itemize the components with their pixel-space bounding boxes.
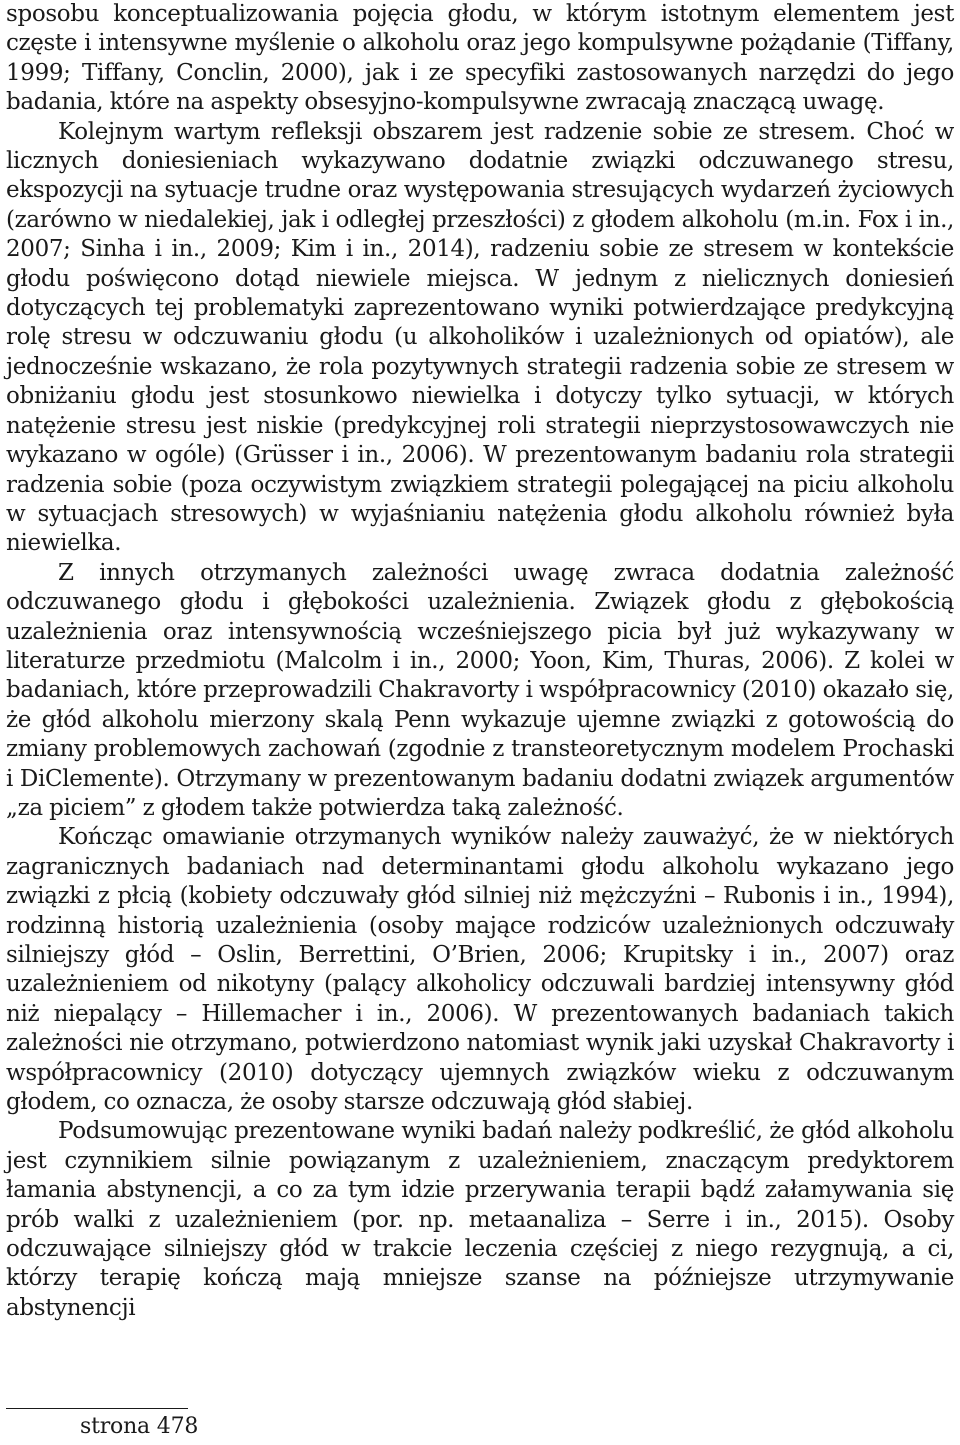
paragraph-stress-coping: Kolejnym wartym refleksji obszarem jest radzenie sobie ze stresem. Choć w licznych doniesieniach wykazywano dodatnie związki odczuwanego stresu, ekspozycji na sytuacje trudne oraz występowania stresujących wydarzeń życiowych (zarówno w niedalekiej, jak i odległej przeszłości) z głodem alkoholu (m.in. Fox i in., 2007; Sinha i in., 2009; Kim i in., 2014), radzeniu sobie ze stresem w kontekście głodu poświęcono dotąd niewiele miejsca. W jednym z nielicznych doniesień dotyczących tej problematyki zaprezentowano wyniki potwierdzające predykcyjną rolę stresu w odczuwaniu głodu (u alkoholików i uzależnionych od opiatów), ale jednocześnie wskazano, że rola pozytywnych strategii radzenia sobie ze stresem w obniżaniu głodu jest stosunkowo niewielka i dotyczy tylko sytuacji, w których natężenie stresu jest niskie (predykcyjnej roli strategii nieprzystosowawczych nie wykazano w ogóle) (Grüsser i in., 2006). W prezentowanym badaniu rola strategii radzenia sobie (poza oczywistym związkiem strategii polegającej na piciu alkoholu w sytuacjach stresowych) w wyjaśnianiu natężenia głodu alkoholu również była niewielka.	[6, 118, 954, 557]
paragraph-dependence-depth: Z innych otrzymanych zależności uwagę zwraca dodatnia zależność odczuwanego głodu i głębokości uzależnienia. Związek głodu z głębokością uzależnienia oraz intensywnością wcześniejszego picia był już wykazywany w literaturze przedmiotu (Malcolm i in., 2000; Yoon, Kim, Thuras, 2006). Z kolei w badaniach, które przeprowadzili Chakravorty i współpracownicy (2010) okazało się, że głód alkoholu mierzony skalą Penn wykazuje ujemne związki z gotowością do zmiany problemowych zachowań (zgodnie z transteoretycznym modelem Prochaski i DiClemente). Otrzymany w prezentowanym badaniu dodatni związek argumentów „za piciem” z głodem także potwierdza taką zależność.	[6, 559, 954, 821]
paragraph-summary: Podsumowując prezentowane wyniki badań należy podkreślić, że głód alkoholu jest czynnikiem silnie powiązanym z uzależnieniem, znaczącym predyktorem łamania abstynencji, a co za tym idzie przerywania terapii bądź załamywania się prób walki z uzależnieniem (por. np. metaanaliza – Serre i in., 2015). Osoby odczuwające silniejszy głód w trakcie leczenia częściej z niego rezygnują, a ci, którzy terapię kończą mają mniejsze szanse na późniejsze utrzymywanie abstynencji	[6, 1118, 954, 1321]
paragraph-determinants: Kończąc omawianie otrzymanych wyników należy zauważyć, że w niektórych zagranicznych badaniach nad determinantami głodu alkoholu wykazano jego związki z płcią (kobiety odczuwały głód silniej niż mężczyźni – Rubonis i in., 1994), rodzinną historią uzależnienia (osoby mające rodziców uzależnionych odczuwały silniejszy głód – Oslin, Berrettini, O’Brien, 2006; Krupitsky i in., 2007) oraz uzależnieniem od nikotyny (palący alkoholicy odczuwali bardziej intensywny głód niż niepalący – Hillemacher i in., 2006). W prezentowanych badaniach takich zależności nie otrzymano, potwierdzono natomiast wynik jaki uzyskał Chakravorty i współpracownicy (2010) dotyczący ujemnych związków wieku z odczuwanym głodem, co oznacza, że osoby starsze odczuwają głód słabiej.	[6, 824, 954, 1116]
page-number: strona 478	[80, 1414, 199, 1439]
footer-rule	[6, 1408, 188, 1409]
paragraph-continuation: sposobu konceptualizowania pojęcia głodu, w którym istotnym elementem jest częste i intensywne myślenie o alkoholu oraz jego kompulsywne pożądanie (Tiffany, 1999; Tiffany, Conclin, 2000), jak i ze specyfiki zastosowanych narzędzi do jego badania, które na aspekty obsesyjno-kompulsywne zwracają znaczącą uwagę.	[6, 1, 954, 116]
document-page	[6, 0, 954, 1323]
